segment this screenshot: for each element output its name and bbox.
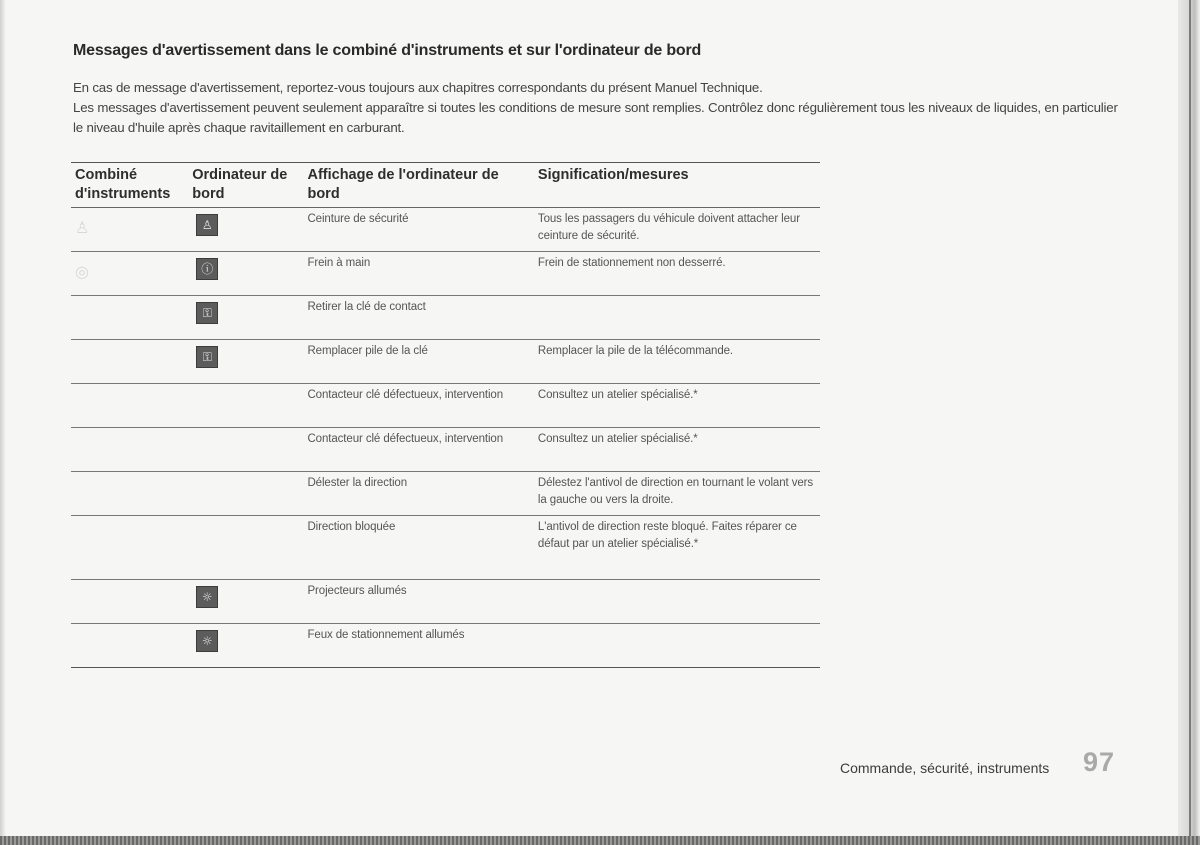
table-row <box>71 624 820 668</box>
meaning-cell: Consultez un atelier spécialisé.* <box>534 384 820 428</box>
intro-text <box>73 78 1123 138</box>
parking-light-icon: ☼ <box>196 630 218 652</box>
meaning-cell: Consultez un atelier spécialisé.* <box>534 428 820 472</box>
computer-cell <box>188 296 303 340</box>
computer-cell <box>188 340 303 384</box>
meaning-cell: Frein de stationnement non desserré. <box>534 252 820 296</box>
table-header-row <box>71 163 820 208</box>
header-meaning: Signification/mesures <box>534 163 820 208</box>
header-onboard-computer: Ordinateur de bord <box>188 163 303 208</box>
page-right-edge <box>1178 0 1200 845</box>
table-row <box>71 516 820 580</box>
cluster-cell <box>71 384 188 428</box>
page-left-edge <box>0 0 6 845</box>
meaning-cell: Délestez l'antivol de direction en tournant le volant vers la gauche ou vers la droite. <box>534 472 820 516</box>
header-instrument-cluster: Combiné d'instruments <box>71 163 188 208</box>
computer-cell <box>188 428 303 472</box>
cluster-cell <box>71 340 188 384</box>
cluster-cell <box>71 208 188 252</box>
display-cell: Contacteur clé défectueux, intervention <box>303 384 533 428</box>
meaning-cell <box>534 624 820 668</box>
display-cell: Frein à main <box>303 252 533 296</box>
meaning-cell <box>534 580 820 624</box>
display-cell: Remplacer pile de la clé <box>303 340 533 384</box>
intro-line-2: Les messages d'avertissement peuvent seulement apparaître si toutes les conditions de mesure sont remplies. Contrôlez donc régulièrement tous les niveaux de liquides, en particulier le niveau d'huile après chaque ravitaillement en carburant. <box>73 100 1118 135</box>
headlight-icon: ☼ <box>196 586 218 608</box>
intro-line-1: En cas de message d'avertissement, reportez-vous toujours aux chapitres correspondants du présent Manuel Technique. <box>73 80 763 95</box>
computer-cell <box>188 516 303 580</box>
key-icon: ⚿ <box>196 302 218 324</box>
meaning-cell: L'antivol de direction reste bloqué. Faites réparer ce défaut par un atelier spécialisé.* <box>534 516 820 580</box>
computer-cell <box>188 580 303 624</box>
computer-cell <box>188 384 303 428</box>
display-cell: Délester la direction <box>303 472 533 516</box>
computer-cell <box>188 252 303 296</box>
computer-cell <box>188 624 303 668</box>
table-row <box>71 296 820 340</box>
display-cell: Contacteur clé défectueux, intervention <box>303 428 533 472</box>
brake-faint-icon: ◎ <box>75 262 89 281</box>
cluster-cell <box>71 580 188 624</box>
seatbelt-faint-icon: ♙ <box>75 218 90 237</box>
table-row <box>71 208 820 252</box>
cluster-cell <box>71 624 188 668</box>
warning-messages-table <box>71 162 820 668</box>
cluster-cell <box>71 516 188 580</box>
footer-section-title: Commande, sécurité, instruments <box>840 760 1050 776</box>
cluster-cell <box>71 296 188 340</box>
display-cell: Direction bloquée <box>303 516 533 580</box>
key-battery-icon: ⚿ <box>196 346 218 368</box>
section-heading: Messages d'avertissement dans le combiné d'instruments et sur l'ordinateur de bord <box>73 42 702 59</box>
table-row <box>71 472 820 516</box>
display-cell: Retirer la clé de contact <box>303 296 533 340</box>
display-cell: Feux de stationnement allumés <box>303 624 533 668</box>
meaning-cell <box>534 296 820 340</box>
page-number: 97 <box>1083 747 1116 777</box>
page-bottom-edge <box>0 836 1200 845</box>
cluster-cell <box>71 472 188 516</box>
parking-brake-icon: ⓘ <box>196 258 218 280</box>
cluster-cell <box>71 252 188 296</box>
table-row <box>71 580 820 624</box>
header-display: Affichage de l'ordinateur de bord <box>303 163 533 208</box>
table-row <box>71 428 820 472</box>
table-row <box>71 340 820 384</box>
meaning-cell: Tous les passagers du véhicule doivent attacher leur ceinture de sécurité. <box>534 208 820 252</box>
seatbelt-icon: ♙ <box>196 214 218 236</box>
display-cell: Projecteurs allumés <box>303 580 533 624</box>
meaning-cell: Remplacer la pile de la télécommande. <box>534 340 820 384</box>
table-row <box>71 384 820 428</box>
table-row <box>71 252 820 296</box>
computer-cell <box>188 472 303 516</box>
display-cell: Ceinture de sécurité <box>303 208 533 252</box>
computer-cell <box>188 208 303 252</box>
cluster-cell <box>71 428 188 472</box>
